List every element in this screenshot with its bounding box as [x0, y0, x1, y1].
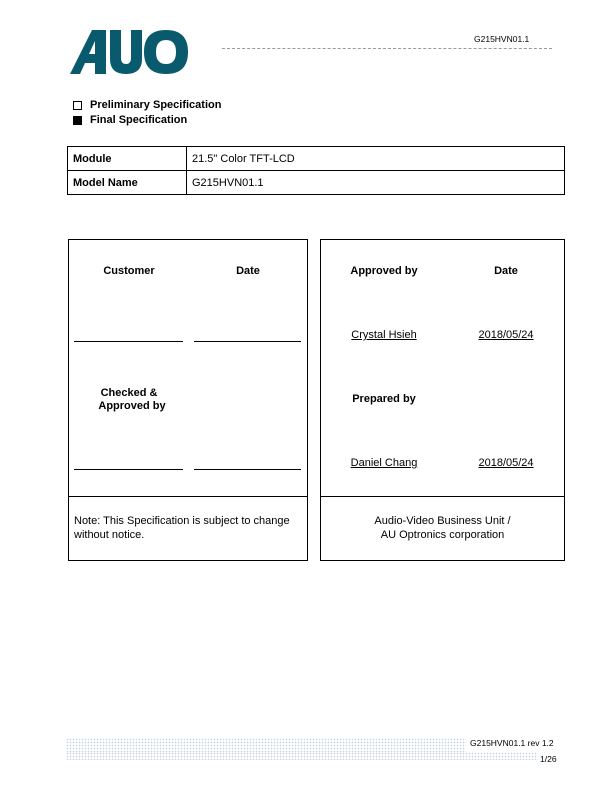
- customer-signature-line[interactable]: [74, 341, 183, 342]
- approved-by-heading: Approved by: [350, 265, 418, 277]
- model-name-label: Model Name: [68, 171, 187, 195]
- prepared-by-heading: Prepared by: [352, 393, 416, 405]
- final-spec-option[interactable]: [73, 114, 187, 126]
- panel-divider: [69, 496, 307, 497]
- approved-date: 2018/05/24: [478, 329, 534, 341]
- org-line-1: Audio-Video Business Unit /: [374, 515, 511, 527]
- preliminary-checkbox[interactable]: [73, 101, 82, 110]
- customer-date-line[interactable]: [194, 341, 301, 342]
- preliminary-spec-option[interactable]: [73, 99, 221, 111]
- auo-date-heading: Date: [494, 265, 518, 277]
- footer-page-number: 1/26: [540, 754, 557, 764]
- note-line-1: Note: This Specification is subject to change: [74, 515, 290, 527]
- checked-approved-heading-1: Checked &: [100, 387, 158, 399]
- final-spec-label: Final Specification: [90, 114, 188, 126]
- preliminary-spec-label: Preliminary Specification: [90, 99, 222, 111]
- org-line-2: AU Optronics corporation: [380, 529, 505, 541]
- module-value: 21.5" Color TFT-LCD: [187, 147, 565, 171]
- checker-date-line[interactable]: [194, 469, 301, 470]
- auo-logo: [70, 30, 188, 74]
- footer-dot-band-lower: [66, 752, 538, 760]
- approver-name: Crystal Hsieh: [351, 329, 417, 341]
- customer-heading: Customer: [103, 265, 155, 277]
- customer-approval-panel: [68, 239, 308, 561]
- preparer-name: Daniel Chang: [350, 457, 418, 469]
- footer-doc-rev: G215HVN01.1 rev 1.2: [470, 738, 554, 748]
- prepared-date: 2018/05/24: [478, 457, 534, 469]
- table-row: [68, 171, 565, 195]
- auo-approval-panel: [320, 239, 565, 561]
- final-checkbox[interactable]: [73, 116, 82, 125]
- customer-date-heading: Date: [236, 265, 260, 277]
- checker-signature-line[interactable]: [74, 469, 183, 470]
- note-line-2: without notice.: [74, 529, 145, 541]
- model-name-value: G215HVN01.1: [187, 171, 565, 195]
- header-doc-code: G215HVN01.1: [474, 34, 530, 44]
- panel-divider: [321, 496, 564, 497]
- module-info-table: [67, 146, 565, 195]
- checked-approved-heading-2: Approved by: [98, 400, 166, 412]
- header-divider: [222, 48, 552, 49]
- module-label: Module: [68, 147, 187, 171]
- table-row: [68, 147, 565, 171]
